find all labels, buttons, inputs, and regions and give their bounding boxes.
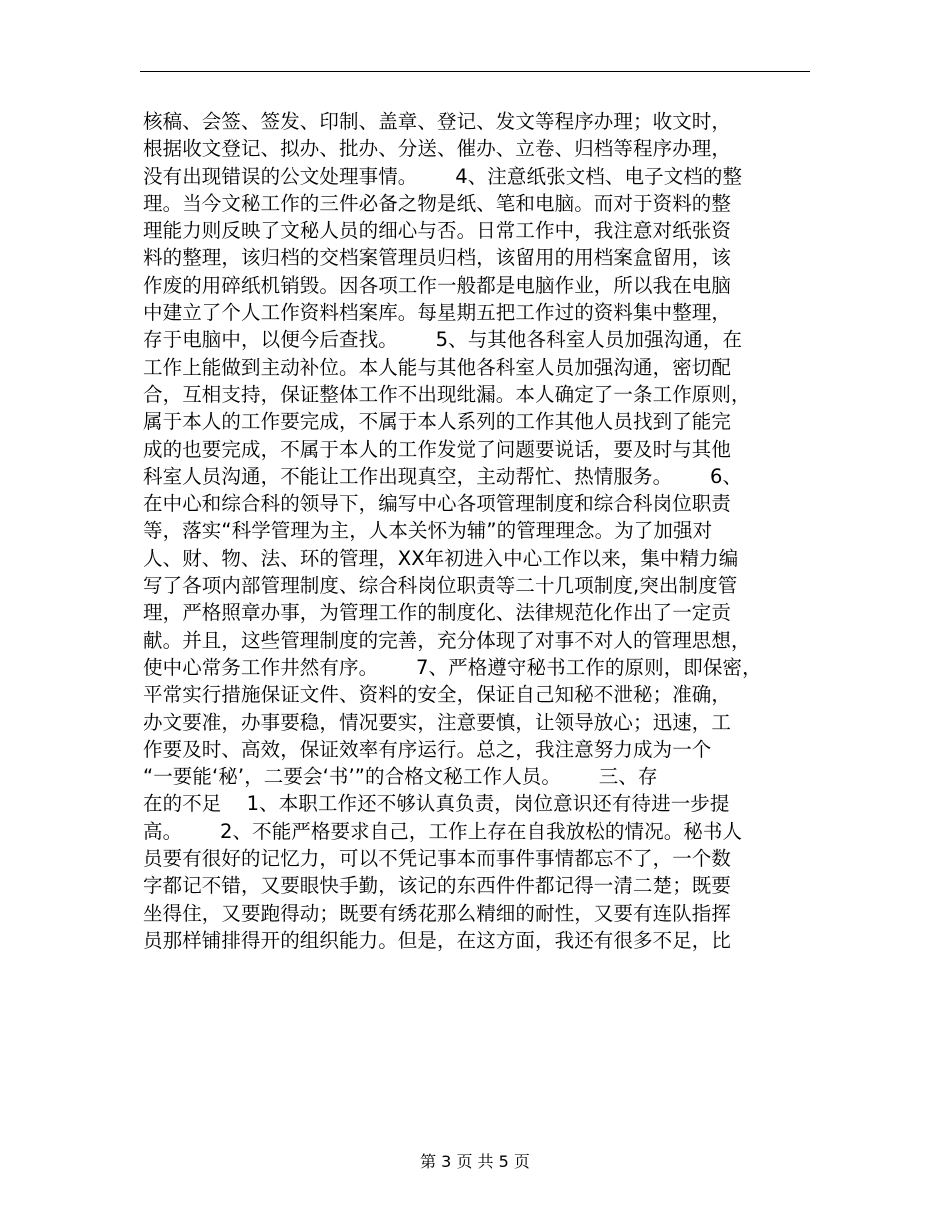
text-line: 作废的用碎纸机销毁。因各项工作一般都是电脑作业，所以我在电脑 xyxy=(143,273,732,297)
text-line: 没有出现错误的公文处理事情。 4、注意纸张文档、电子文档的整 xyxy=(143,164,743,188)
text-line: 人、财、物、法、环的管理，XX年初进入中心工作以来，集中精力编 xyxy=(143,546,739,570)
header-rule xyxy=(140,71,810,72)
document-body xyxy=(143,108,823,954)
text-line: 献。并且，这些管理制度的完善，充分体现了对事不对人的管理思想， xyxy=(143,628,751,652)
text-line: 料的整理，该归档的交档案管理员归档，该留用的用档案盒留用，该 xyxy=(143,246,732,270)
text-line: 成的也要完成，不属于本人的工作发觉了问题要说话，要及时与其他 xyxy=(143,437,732,461)
text-line: 核稿、会签、签发、印制、盖章、登记、发文等程序办理；收文时， xyxy=(143,110,732,133)
text-line: 合，互相支持，保证整体工作不出现纰漏。本人确定了一条工作原则， xyxy=(143,382,751,406)
text-line: 属于本人的工作要完成，不属于本人系列的工作其他人员找到了能完 xyxy=(143,410,732,434)
text-line: 中建立了个人工作资料档案库。每星期五把工作过的资料集中整理， xyxy=(143,301,732,325)
text-line: 在中心和综合科的领导下，编写中心各项管理制度和综合科岗位职责 xyxy=(143,492,732,516)
text-line: 工作上能做到主动补位。本人能与其他各科室人员加强沟通，密切配 xyxy=(143,355,732,379)
text-line: “一要能‘秘’，二要会‘书’”的合格文秘工作人员。 三、存 xyxy=(143,765,658,789)
text-line: 理能力则反映了文秘人员的细心与否。日常工作中，我注意对纸张资 xyxy=(143,219,732,243)
text-line: 根据收文登记、拟办、批办、分送、催办、立卷、归档等程序办理， xyxy=(143,137,732,161)
text-line: 办文要准，办事要稳，情况要实，注意要慎，让领导放心；迅速，工 xyxy=(143,710,732,734)
page-number: 第 3 页 共 5 页 xyxy=(420,1152,530,1171)
text-line: 等，落实“科学管理为主，人本关怀为辅”的管理理念。为了加强对 xyxy=(143,519,713,543)
text-line: 理，严格照章办事，为管理工作的制度化、法律规范化作出了一定贡 xyxy=(143,601,732,625)
text-line: 科室人员沟通，不能让工作出现真空，主动帮忙、热情服务。 6、 xyxy=(143,464,743,488)
text-line: 作要及时、高效，保证效率有序运行。总之，我注意努力成为一个 xyxy=(143,737,712,761)
text-line: 字都记不错，又要眼快手勤，该记的东西件件都记得一清二楚；既要 xyxy=(143,874,732,898)
text-line: 在的不足 1、本职工作还不够认真负责，岗位意识还有待进一步提 xyxy=(143,792,730,816)
text-line: 使中心常务工作井然有序。 7、严格遵守秘书工作的原则，即保密， xyxy=(143,655,762,679)
text-line: 理。当今文秘工作的三件必备之物是纸、笔和电脑。而对于资料的整 xyxy=(143,191,732,215)
text-line: 平常实行措施保证文件、资料的安全，保证自己知秘不泄秘；准确， xyxy=(143,683,732,707)
text-line: 员那样铺排得开的组织能力。但是，在这方面，我还有很多不足，比 xyxy=(143,928,732,952)
text-line: 员要有很好的记忆力，可以不凭记事本而事件事情都忘不了，一个数 xyxy=(143,847,732,871)
text-line: 坐得住，又要跑得动；既要有绣花那么精细的耐性，又要有连队指挥 xyxy=(143,901,732,925)
text-line: 存于电脑中，以便今后查找。 5、与其他各科室人员加强沟通，在 xyxy=(143,328,743,352)
text-line: 高。 2、不能严格要求自己，工作上存在自我放松的情况。秘书人 xyxy=(143,819,743,843)
text-line: 写了各项内部管理制度、综合科岗位职责等二十几项制度,突出制度管 xyxy=(143,574,738,598)
